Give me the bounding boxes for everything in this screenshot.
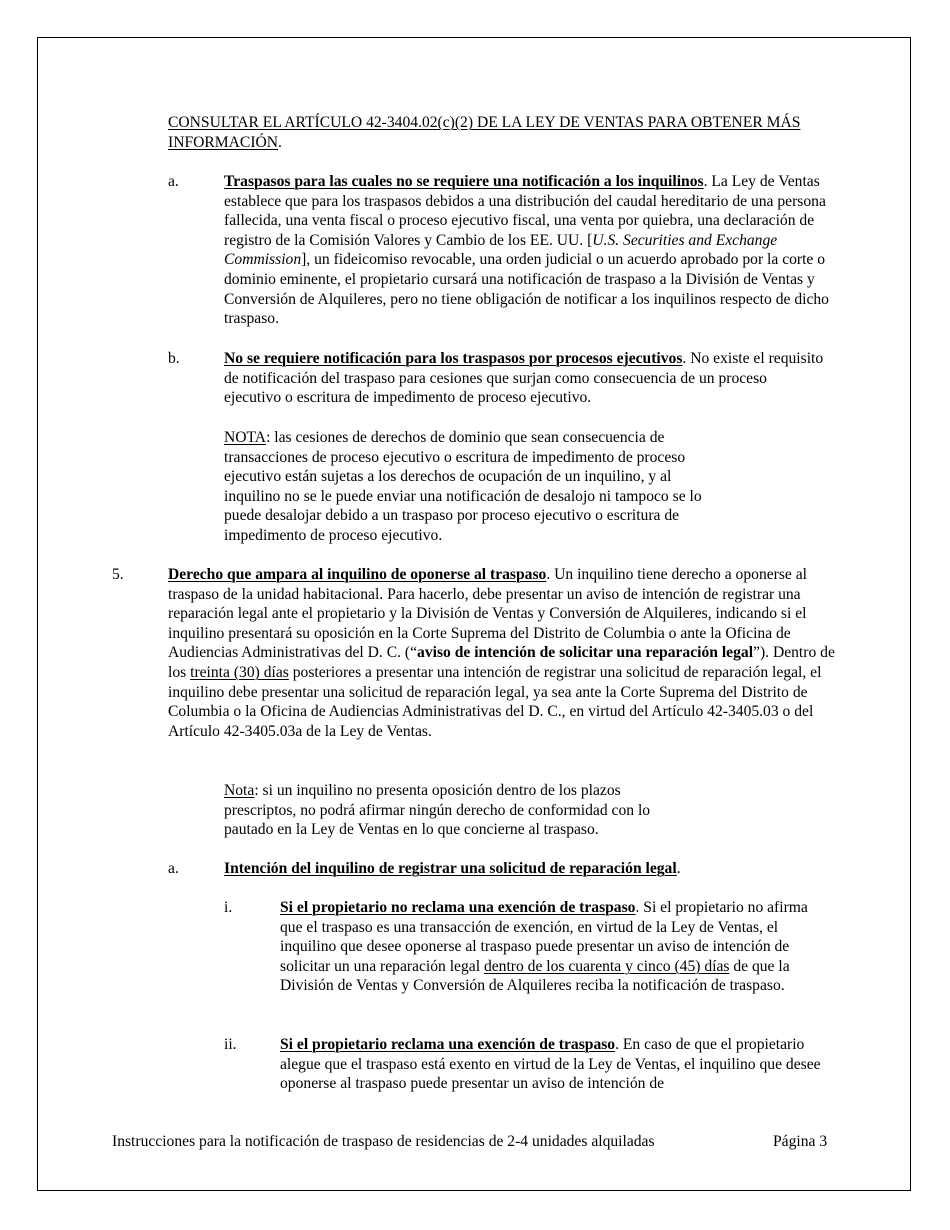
note-5-label: Nota [224,782,255,799]
item-a-paragraph: Traspasos para las cuales no se requiere una notificación a los inquilinos. La Ley de Ventas establece que para los traspasos debidos a una distribución del caudal hereditario de una persona fallecida, una venta fiscal o proceso ejecutivo fiscal, una venta por quiebra, una declaración de registro de la Comisión Valores y Cambio de los EE. UU. [U.S. Securities and Exchange Commission], un fideicomiso revocable, una orden judicial o un acuerdo aprobado por la corte o dominio eminente, el propietario cursará una notificación de traspaso a la División de Ventas y Conversión de Alquileres, pero no tiene obligación de notificar a los inquilinos respecto de dicho traspaso. [224,173,829,328]
item-b-label: b. [168,350,180,367]
item-5a-heading: Intención del inquilino de registrar una solicitud de reparación legal [224,860,677,877]
item-5a-label: a. [168,860,179,877]
footer-page-number: Página 3 [773,1133,828,1150]
note-b-label: NOTA [224,429,267,446]
item-i-heading: Si el propietario no reclama una exención de traspaso [280,899,636,916]
item-b-paragraph: No se requiere notificación para los traspasos por procesos ejecutivos. No existe el requisito de notificación del traspaso para cesiones que surjan como consecuencia de un proceso ejecutivo o escritura de impedimento de proceso ejecutivo. [224,350,824,407]
item-i-label: i. [224,899,233,916]
footer-title: Instrucciones para la notificación de traspaso de residencias de 2-4 unidades alquiladas [112,1133,655,1150]
note-5-paragraph: Nota: si un inquilino no presenta oposición dentro de los plazos prescriptos, no podrá afirmar ningún derecho de conformidad con lo pautado en la Ley de Ventas en lo que concierne al traspaso. [224,782,651,839]
item-ii-heading: Si el propietario reclama una exención de traspaso [280,1036,616,1053]
item-b-heading: No se requiere notificación para los traspasos por procesos ejecutivos [224,350,683,367]
ley-de-ventas-reference-link[interactable]: CONSULTAR EL ARTÍCULO 42-3404.02(c)(2) DE LA LEY DE VENTAS PARA OBTENER MÁS INFORMACIÓN [168,114,801,151]
item-a-heading: Traspasos para las cuales no se requiere una notificación a los inquilinos [224,173,704,190]
item-a-label: a. [168,173,179,190]
item-5-heading: Derecho que ampara al inquilino de oponerse al traspaso [168,566,547,583]
item-ii-paragraph: Si el propietario reclama una exención de traspaso. En caso de que el propietario alegue que el traspaso está exento en virtud de la Ley de Ventas, el inquilino que desee oponerse al traspaso puede presentar un aviso de intención de [280,1036,821,1093]
item-5a-paragraph: Intención del inquilino de registrar una solicitud de reparación legal. [224,860,681,877]
item-5-paragraph: Derecho que ampara al inquilino de oponerse al traspaso. Un inquilino tiene derecho a oponerse al traspaso de la unidad habitacional. Para hacerlo, debe presentar un aviso de intención de registrar una reparación legal ante el propietario y la División de Ventas y Conversión de Alquileres, indicando si el inquilino presentará su oposición en la Corte Suprema del Distrito de Columbia o ante la Oficina de Audiencias Administrativas del D. C. (“aviso de intención de solicitar una reparación legal”). Dentro de los treinta (30) días posteriores a presentar una intención de registrar una solicitud de reparación legal, el inquilino debe presentar una solicitud de reparación legal, ya sea ante la Corte Suprema del Distrito de Columbia o la Oficina de Audiencias Administrativas del D. C., en virtud del Artículo 42-3405.03 o del Artículo 42-3405.03a de la Ley de Ventas. [168,566,835,740]
item-5-label: 5. [112,566,124,583]
note-b-paragraph: NOTA: las cesiones de derechos de dominio que sean consecuencia de transacciones de proceso ejecutivo o escritura de impedimento de proceso ejecutivo están sujetas a los derechos de ocupación de un inquilino, y al inquilino no se le puede enviar una notificación de desalojo ni tampoco se lo puede desalojar debido a un traspaso por proceso ejecutivo o escritura de impedimento de proceso ejecutivo. [224,429,702,544]
item-i-paragraph: Si el propietario no reclama una exención de traspaso. Si el propietario no afirma que el traspaso es una transacción de exención, en virtud de la Ley de Ventas, el inquilino que desee oponerse al traspaso puede presentar un aviso de intención de solicitar un una reparación legal dentro de los cuarenta y cinco (45) días de que la División de Ventas y Conversión de Alquileres reciba la notificación de traspaso. [280,899,808,995]
item-ii-label: ii. [224,1036,237,1053]
intro-reference: CONSULTAR EL ARTÍCULO 42-3404.02(c)(2) DE LA LEY DE VENTAS PARA OBTENER MÁS INFORMACIÓN. [168,114,801,151]
